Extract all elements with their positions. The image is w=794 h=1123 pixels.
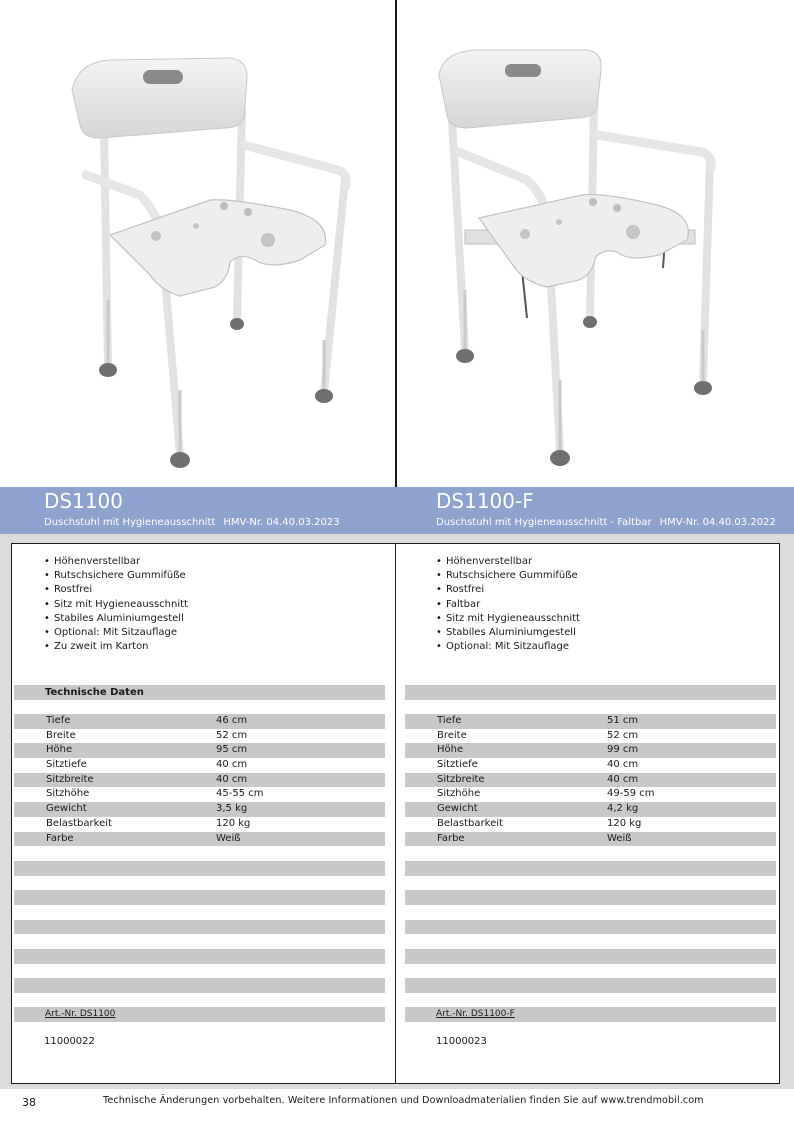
spec-row — [405, 817, 776, 832]
spec-value: 120 kg — [607, 817, 642, 829]
feature-item: • Optional: Mit Sitzauflage — [44, 626, 188, 640]
spec-row-empty — [14, 920, 385, 935]
spec-row — [405, 758, 776, 773]
feature-item: • Sitz mit Hygieneausschnitt — [44, 598, 188, 612]
spec-value: 99 cm — [607, 744, 639, 756]
technical-data-header — [405, 685, 776, 700]
feature-item: • Rutschsichere Gummifüße — [44, 569, 188, 583]
feature-list — [44, 555, 188, 654]
spec-row — [405, 802, 776, 817]
spec-key: Sitztiefe — [437, 759, 478, 771]
spec-row-empty — [405, 905, 776, 920]
spec-row — [14, 802, 385, 817]
hmv-number: HMV-Nr. 04.40.03.2023 — [223, 517, 340, 528]
spec-value: 52 cm — [216, 729, 248, 741]
shower-chair-image-ds1100 — [0, 0, 396, 487]
spec-row-empty — [14, 949, 385, 964]
product-subtitle — [44, 516, 340, 529]
product-subtitle — [436, 516, 776, 529]
spec-key: Höhe — [46, 744, 73, 756]
spec-value: Weiß — [216, 832, 241, 844]
shower-chair-image-ds1100-f — [397, 0, 793, 487]
spec-value: 52 cm — [607, 729, 639, 741]
spec-row-empty — [14, 876, 385, 891]
feature-item: • Rostfrei — [44, 583, 188, 597]
spec-row — [405, 743, 776, 758]
article-number: 11000023 — [436, 1036, 487, 1047]
spec-row-empty — [14, 964, 385, 979]
spec-row-empty — [14, 846, 385, 861]
spec-row — [405, 714, 776, 729]
spec-row-empty — [405, 876, 776, 891]
feature-item: • Sitz mit Hygieneausschnitt — [436, 612, 580, 626]
technical-data-label: Technische Daten — [45, 687, 144, 698]
spec-row-empty — [405, 861, 776, 876]
spec-value: 46 cm — [216, 715, 248, 726]
spec-row-empty — [405, 964, 776, 979]
product-title-banner — [0, 487, 794, 534]
spec-table — [405, 714, 776, 993]
spec-key: Sitztiefe — [46, 759, 87, 771]
footer-note: Technische Änderungen vorbehalten. Weitere Informationen und Downloadmaterialien finden Sie auf www.trendmobil.com — [103, 1095, 704, 1106]
spec-key: Sitzhöhe — [46, 788, 90, 800]
spec-value: 3,5 kg — [216, 803, 248, 815]
spec-row — [405, 787, 776, 802]
spec-value: 40 cm — [216, 759, 248, 771]
article-number-header — [14, 1007, 385, 1022]
article-number: 11000022 — [44, 1036, 95, 1047]
spec-key: Sitzbreite — [46, 773, 94, 785]
spec-row-empty — [405, 949, 776, 964]
feature-list — [436, 555, 580, 654]
spec-value: 95 cm — [216, 744, 248, 756]
spec-row — [14, 714, 385, 729]
model-name: DS1100-F — [436, 489, 534, 513]
spec-row — [14, 758, 385, 773]
page-footer — [0, 1089, 794, 1123]
spec-row-empty — [405, 934, 776, 949]
feature-item: • Rutschsichere Gummifüße — [436, 569, 580, 583]
hmv-number: HMV-Nr. 04.40.03.2022 — [659, 517, 776, 528]
spec-row — [405, 832, 776, 847]
spec-value: 40 cm — [607, 773, 639, 785]
spec-key: Tiefe — [46, 715, 71, 726]
spec-box-ds1100 — [11, 543, 396, 1084]
feature-item: • Faltbar — [436, 598, 580, 612]
spec-key: Gewicht — [46, 803, 87, 815]
spec-row-empty — [14, 890, 385, 905]
spec-row-empty — [14, 905, 385, 920]
spec-key: Tiefe — [437, 715, 462, 726]
spec-value: 120 kg — [216, 817, 251, 829]
spec-value: 40 cm — [216, 773, 248, 785]
product-description: Duschstuhl mit Hygieneausschnitt — [44, 517, 216, 528]
spec-row-empty — [14, 934, 385, 949]
spec-key: Sitzbreite — [437, 773, 485, 785]
feature-item: • Rostfrei — [436, 583, 580, 597]
feature-item: • Stabiles Aluminiumgestell — [44, 612, 188, 626]
spec-row — [14, 817, 385, 832]
spec-value: Weiß — [607, 832, 632, 844]
article-number-label: Art.-Nr. DS1100 — [45, 1009, 116, 1019]
feature-item: • Optional: Mit Sitzauflage — [436, 640, 580, 654]
spec-value: 49-59 cm — [607, 788, 655, 800]
spec-row — [14, 832, 385, 847]
spec-value: 4,2 kg — [607, 803, 639, 815]
spec-key: Breite — [437, 729, 467, 741]
spec-row-empty — [405, 920, 776, 935]
spec-key: Farbe — [437, 832, 465, 844]
spec-row — [14, 787, 385, 802]
feature-item: • Höhenverstellbar — [44, 555, 188, 569]
spec-key: Gewicht — [437, 803, 478, 815]
product-title-ds1100 — [44, 487, 340, 534]
spec-row — [14, 743, 385, 758]
feature-item: • Höhenverstellbar — [436, 555, 580, 569]
technical-data-header — [14, 685, 385, 700]
spec-row — [14, 773, 385, 788]
article-number-label: Art.-Nr. DS1100-F — [436, 1009, 515, 1019]
spec-row-empty — [405, 846, 776, 861]
spec-row-empty — [14, 861, 385, 876]
spec-row-empty — [405, 978, 776, 993]
spec-box-ds1100-f — [395, 543, 780, 1084]
spec-row — [14, 729, 385, 744]
article-number-header — [405, 1007, 776, 1022]
spec-key: Höhe — [437, 744, 464, 756]
spec-row-empty — [14, 978, 385, 993]
product-images — [0, 0, 794, 487]
spec-key: Sitzhöhe — [437, 788, 481, 800]
spec-key: Farbe — [46, 832, 74, 844]
spec-key: Belastbarkeit — [46, 817, 112, 829]
spec-row-empty — [405, 890, 776, 905]
feature-item: • Zu zweit im Karton — [44, 640, 188, 654]
feature-item: • Stabiles Aluminiumgestell — [436, 626, 580, 640]
spec-row — [405, 773, 776, 788]
spec-table — [14, 714, 385, 993]
spec-value: 40 cm — [607, 759, 639, 771]
spec-value: 45-55 cm — [216, 788, 264, 800]
spec-key: Belastbarkeit — [437, 817, 503, 829]
spec-value: 51 cm — [607, 715, 639, 726]
product-title-ds1100-f — [436, 487, 776, 534]
spec-row — [405, 729, 776, 744]
model-name: DS1100 — [44, 489, 123, 513]
product-description: Duschstuhl mit Hygieneausschnitt - Faltbar — [436, 517, 652, 528]
page-number: 38 — [22, 1096, 36, 1109]
spec-key: Breite — [46, 729, 76, 741]
